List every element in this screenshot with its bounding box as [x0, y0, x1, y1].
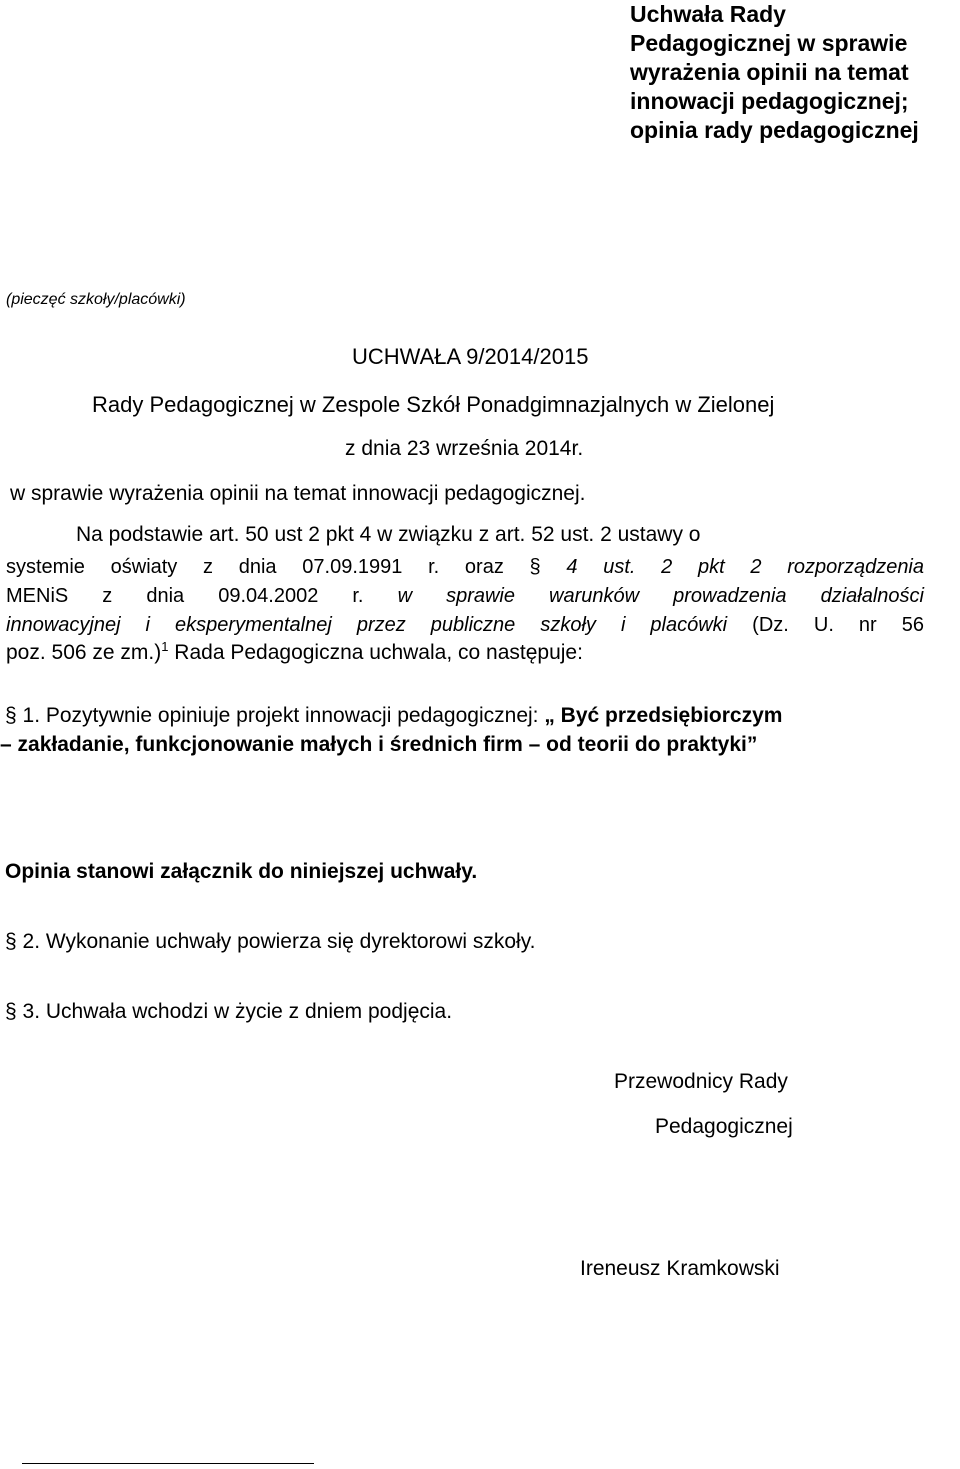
- header-title-line: wyrażenia opinii na temat: [630, 59, 909, 85]
- signature-name: Ireneusz Kramkowski: [580, 1257, 780, 1280]
- section-1: [5, 704, 782, 728]
- resolution-number: UCHWAŁA 9/2014/2015: [352, 344, 589, 369]
- section-1-project-title: – zakładanie, funkcjonowanie małych i średnich firm – od teorii do praktyki”: [0, 733, 758, 756]
- paragraph-sign: §: [5, 1000, 17, 1023]
- legal-basis-text: poz. 506 ze zm.): [6, 641, 162, 664]
- section-2-text: 2. Wykonanie uchwały powierza się dyrektorowi szkoły.: [16, 930, 536, 953]
- section-3: [5, 1000, 452, 1024]
- header-title-line: innowacji pedagogicznej;: [630, 88, 909, 114]
- paragraph-sign: §: [5, 704, 17, 727]
- paragraph-sign: §: [529, 556, 541, 578]
- header-title-line: Uchwała Rady: [630, 1, 786, 27]
- legal-basis-text: Rada Pedagogiczna uchwala, co następuje:: [168, 641, 583, 664]
- legal-basis-text: 2 pkt 2 rozporządzenia: [635, 556, 925, 578]
- section-1-bold: „ Być przedsiębiorczym: [544, 704, 783, 727]
- header-title: [630, 0, 919, 145]
- legal-basis-italic: innowacyjnej i eksperymentalnej przez publiczne szkoły i placówki: [6, 614, 728, 636]
- resolution-date: z dnia 23 września 2014r.: [345, 437, 584, 460]
- legal-basis-line: [6, 582, 924, 611]
- legal-basis-italic: w sprawie warunków prowadzenia działalności: [397, 585, 924, 607]
- legal-basis-text: MENiS z dnia 09.04.2002 r.: [6, 585, 398, 607]
- stamp-label: (pieczęć szkoły/placówki): [6, 291, 186, 308]
- header-title-line: Pedagogicznej w sprawie: [630, 30, 908, 56]
- legal-basis-italic: 4 ust.: [540, 556, 636, 578]
- footnote-marker: 1: [161, 639, 169, 654]
- paragraph-sign: §: [5, 930, 17, 953]
- legal-basis-text: (Dz. U. nr 56: [727, 614, 925, 636]
- footnote-separator: [22, 1463, 314, 1464]
- header-title-line: opinia rady pedagogicznej: [630, 117, 919, 143]
- resolution-subject: w sprawie wyrażenia opinii na temat innowacji pedagogicznej.: [10, 482, 586, 505]
- resolution-body: Rady Pedagogicznej w Zespole Szkół Ponadgimnazjalnych w Zielonej: [92, 392, 775, 417]
- signature-title: Pedagogicznej: [655, 1115, 793, 1138]
- signature-title: Przewodnicy Rady: [614, 1070, 788, 1093]
- section-1-text: 1. Pozytywnie opiniuje projekt innowacji pedagogicznej:: [16, 704, 545, 727]
- legal-basis-line: [6, 611, 924, 640]
- section-2: [5, 930, 535, 954]
- section-3-text: 3. Uchwała wchodzi w życie z dniem podjęcia.: [16, 1000, 453, 1023]
- attachment-note: Opinia stanowi załącznik do niniejszej uchwały.: [5, 860, 478, 883]
- legal-basis-line: [6, 641, 583, 665]
- legal-basis-text: systemie oświaty z dnia 07.09.1991 r. oraz: [6, 556, 530, 578]
- legal-basis-line: Na podstawie art. 50 ust 2 pkt 4 w związku z art. 52 ust. 2 ustawy o: [76, 523, 701, 546]
- legal-basis-line: [6, 553, 924, 582]
